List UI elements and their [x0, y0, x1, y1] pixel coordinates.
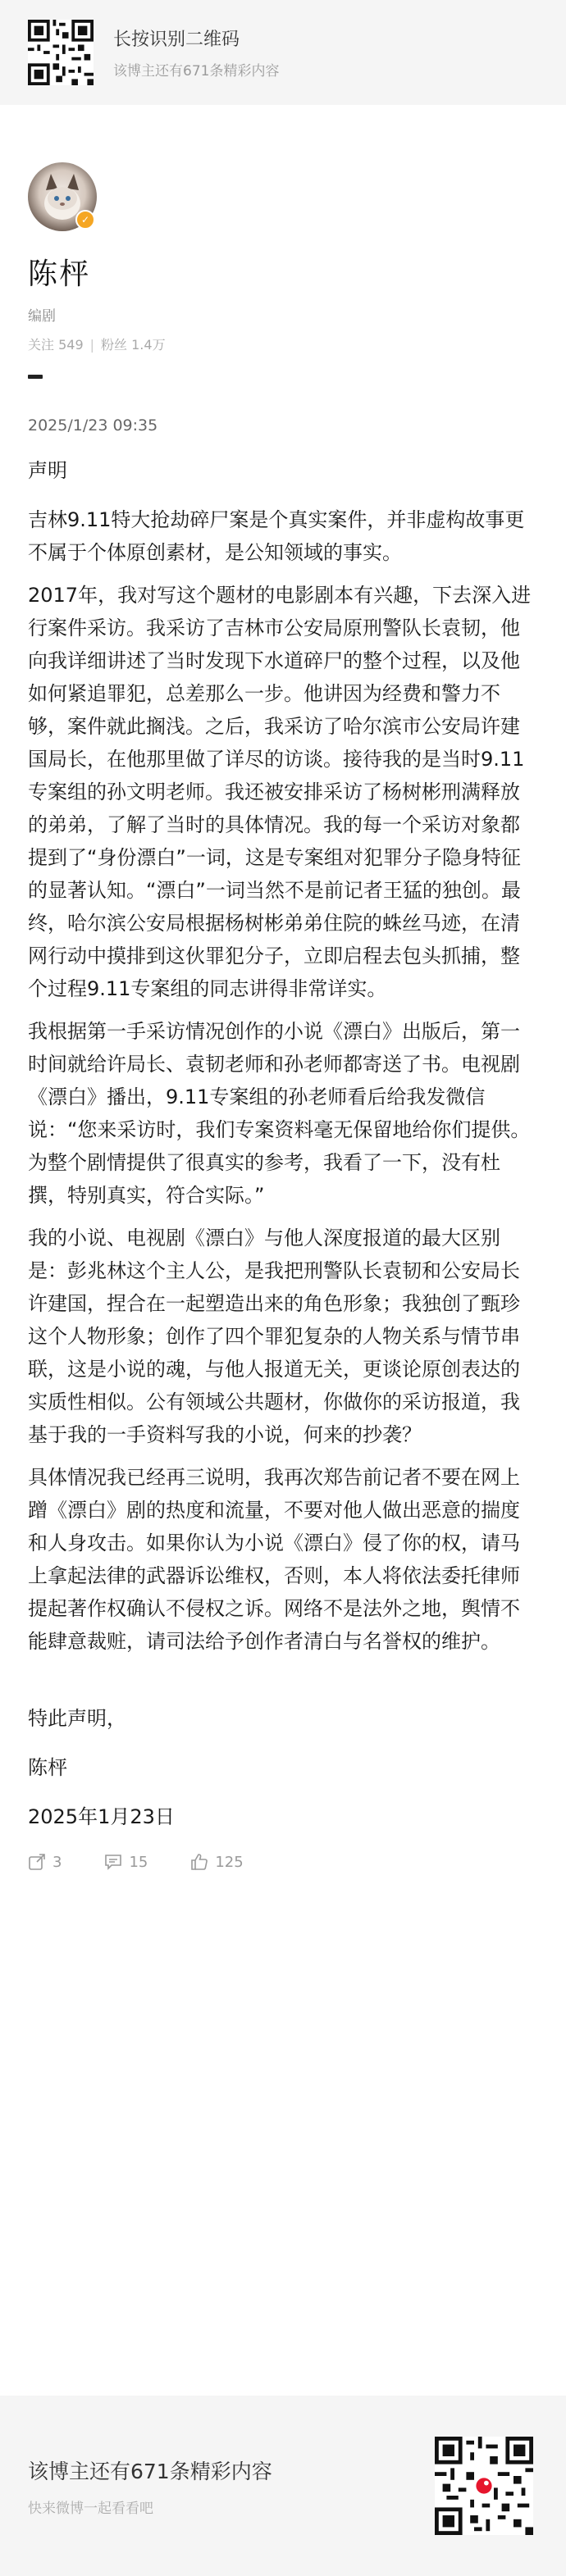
- like-count: 125: [215, 1853, 244, 1871]
- signoff-line: 陈枰: [28, 1756, 67, 1779]
- banner-text: [113, 25, 279, 80]
- footer-title: 该博主还有671条精彩内容: [28, 2459, 272, 2483]
- post-paragraph: 具体情况我已经再三说明，我再次郑告前记者不要在网上蹭《漂白》剧的热度和流量，不要对他人做出恶意的揣度和人身攻击。如果你认为小说《漂白》侵了你的权，请马上拿起法律的武器诉讼维权，否则，本人将依法委托律师提起著作权确认不侵权之诉。网络不是法外之地，舆情不能肆意裁赃，请司法给予创作者清白与名誉权的维护。: [28, 1466, 520, 1653]
- repost-count: 3: [52, 1853, 62, 1871]
- banner-subtitle: 该博主还有671条精彩内容: [113, 63, 280, 80]
- post-paragraph: 我的小说、电视剧《漂白》与他人深度报道的最大区别是：彭兆林这个主人公，是我把刑警队长袁韧和公安局长许建国，捏合在一起塑造出来的角色形象；我独创了甄珍这个人物形象；创作了四个罪犯复杂的人物关系与情节串联，这是小说的魂，与他人报道无关，更谈论原创表达的实质性相似。公有领域公共题材，你做你的采访报道，我基于我的一手资料写我的小说，何来的抄袭？: [28, 1227, 520, 1446]
- post-body: [0, 435, 566, 1833]
- signoff-line: 2025年1月23日: [28, 1805, 175, 1828]
- verified-badge-icon: ✓: [75, 210, 95, 230]
- post-paragraph: 声明: [28, 459, 67, 482]
- footer-qr-code-icon[interactable]: [435, 2437, 533, 2535]
- fans-count[interactable]: 粉丝 1.4万: [101, 337, 166, 353]
- stats-divider: |: [89, 337, 95, 353]
- footer-text: [28, 2455, 272, 2517]
- qr-code-icon[interactable]: [28, 20, 94, 85]
- banner-title: 长按识别二维码: [113, 30, 240, 50]
- repost-button[interactable]: [28, 1853, 62, 1871]
- post-timestamp: 2025/1/23 09:35: [28, 416, 158, 435]
- post-actions: [0, 1853, 566, 1871]
- top-banner[interactable]: [0, 0, 566, 105]
- signoff-line: 特此声明，: [28, 1707, 126, 1730]
- follows-count[interactable]: 关注 549: [28, 337, 84, 353]
- thumbs-up-icon: [190, 1853, 208, 1871]
- like-button[interactable]: [190, 1853, 243, 1871]
- comment-count: 15: [129, 1853, 148, 1871]
- post-paragraph: 我根据第一手采访情况创作的小说《漂白》出版后，第一时间就给许局长、袁韧老师和孙老师都寄送了书。电视剧《漂白》播出，9.11专案组的孙老师看后给我发微信说：“您来采访时，我们专案资料毫无保留地给你们提供。为整个剧情提供了很真实的参考，我看了一下，没有杜撰，特别真实，符合实际。”: [28, 1020, 531, 1207]
- paragraph-spacer: [28, 1668, 538, 1702]
- author-stats: [28, 335, 538, 353]
- footer-banner[interactable]: [0, 2396, 566, 2576]
- repost-icon: [28, 1853, 46, 1871]
- author-name[interactable]: 陈枰: [28, 257, 91, 291]
- footer-subtitle: 快来微博一起看看吧: [28, 2500, 153, 2517]
- comment-button[interactable]: [104, 1853, 148, 1871]
- section-divider: [28, 375, 43, 379]
- signoff: [28, 1702, 538, 1833]
- comment-icon: [104, 1853, 122, 1871]
- post-paragraph: 吉林9.11特大抢劫碎尸案是个真实案件，并非虚构故事更不属于个体原创素材，是公知领域的事实。: [28, 508, 525, 564]
- post-paragraph: 2017年，我对写这个题材的电影剧本有兴趣，下去深入进行案件采访。我采访了吉林市公安局原刑警队长袁韧，他向我详细讲述了当时发现下水道碎尸的整个过程，以及他如何紧追罪犯，总差那么一步。他讲因为经费和警力不够，案件就此搁浅。之后，我采访了哈尔滨市公安局许建国局长，在他那里做了详尽的访谈。接待我的是当时9.11专案组的孙文明老师。我还被安排采访了杨树彬刑满释放的弟弟，了解了当时的具体情况。我的每一个采访对象都提到了“身份漂白”一词，这是专案组对犯罪分子隐身特征的显著认知。“漂白”一词当然不是前记者王猛的独创。最终，哈尔滨公安局根据杨树彬弟弟住院的蛛丝马迹，在清网行动中摸排到这伙罪犯分子，立即启程去包头抓捕，整个过程9.11专案组的同志讲得非常详实。: [28, 584, 532, 1000]
- avatar-container[interactable]: [28, 162, 97, 231]
- author-profile: [0, 105, 566, 379]
- author-role: 编剧: [28, 308, 56, 325]
